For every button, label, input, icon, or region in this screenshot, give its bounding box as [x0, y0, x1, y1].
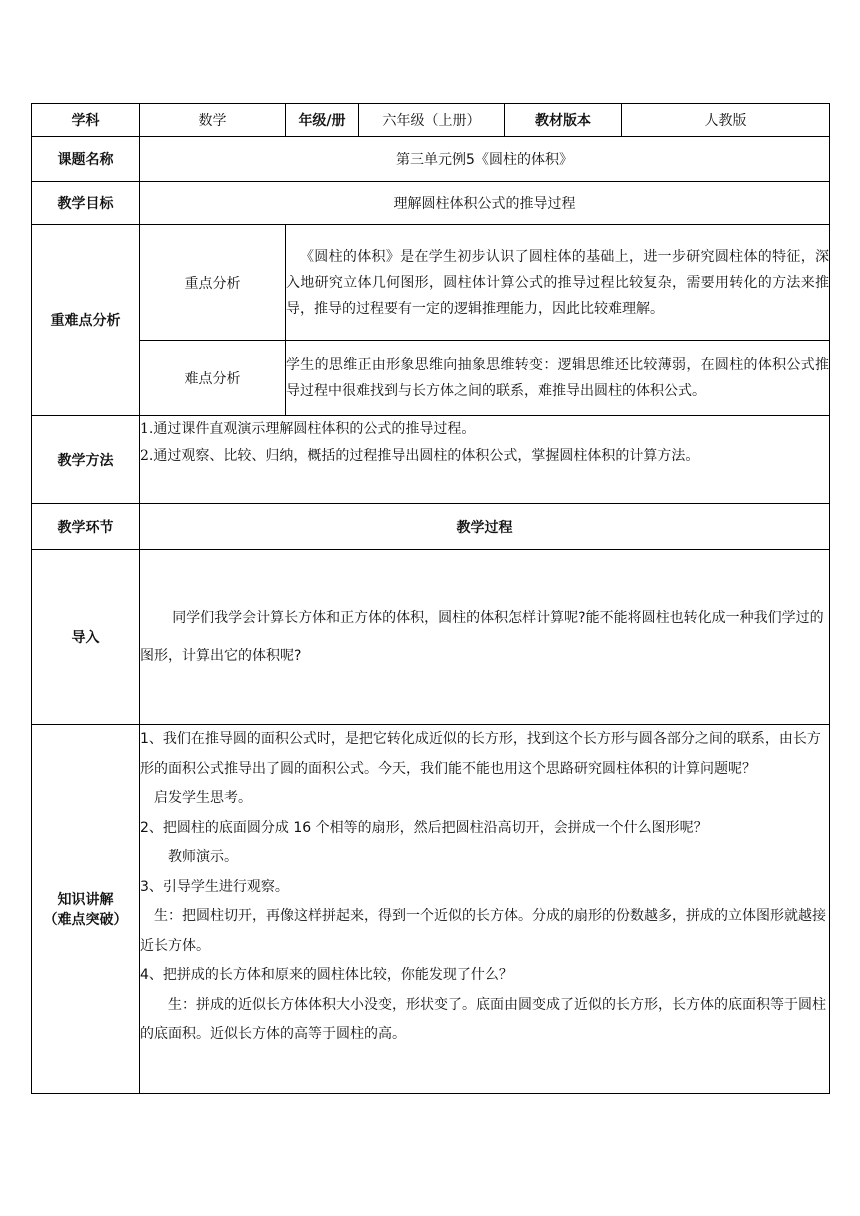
knowledge-paragraph: 生：拼成的近似长方体体积大小没变，形状变了。底面由圆变成了近似的长方形，长方体的底面积等于圆柱的底面积。近似长方体的高等于圆柱的高。	[140, 996, 826, 1042]
knowledge-paragraph: 4、把拼成的长方体和原来的圆柱体比较，你能发现了什么？	[140, 967, 513, 983]
knowledge-paragraph: 1、我们在推导圆的面积公式时，是把它转化成近似的长方形，找到这个长方形与圆各部分之间的联系，由长方形的面积公式推导出了圆的面积公式。今天，我们能不能也用这个思路研究圆柱体积的计算问题呢？	[140, 731, 821, 777]
grade-label: 年级/册	[286, 104, 359, 137]
lesson-title-value: 第三单元例5《圆柱的体积》	[140, 137, 830, 182]
knowledge-paragraph: 生：把圆柱切开，再像这样拼起来，得到一个近似的长方体。分成的扇形的份数越多，拼成的立体图形就越接近长方体。	[140, 908, 826, 954]
lesson-title-label: 课题名称	[32, 137, 140, 182]
grade-value: 六年级（上册）	[359, 104, 505, 137]
intro-text: 同学们我学会计算长方体和正方体的体积，圆柱的体积怎样计算呢?能不能将圆柱也转化成一种我们学过的图形，计算出它的体积呢?	[140, 550, 830, 725]
goal-value: 理解圆柱体积公式的推导过程	[140, 182, 830, 225]
subject-label: 学科	[32, 104, 140, 137]
edition-value: 人教版	[622, 104, 830, 137]
methods-content	[140, 416, 830, 504]
edition-label: 教材版本	[505, 104, 622, 137]
methods-row	[32, 416, 830, 504]
key-point-row	[32, 225, 830, 341]
intro-row	[32, 550, 830, 725]
header-row	[32, 104, 830, 137]
knowledge-content	[140, 725, 830, 1094]
lesson-title-row	[32, 137, 830, 182]
intro-label: 导入	[32, 550, 140, 725]
subject-value: 数学	[140, 104, 286, 137]
hard-point-label: 难点分析	[140, 341, 286, 416]
knowledge-label-line1: 知识讲解	[57, 892, 114, 908]
method-item: 2.通过观察、比较、归纳，概括的过程推导出圆柱的体积公式，掌握圆柱体积的计算方法。	[140, 448, 700, 464]
hard-point-text: 学生的思维正由形象思维向抽象思维转变：逻辑思维还比较薄弱，在圆柱的体积公式推导过程中很难找到与长方体之间的联系，难推导出圆柱的体积公式。	[286, 341, 830, 416]
lesson-plan-table	[31, 103, 830, 1094]
process-header-row	[32, 504, 830, 550]
key-point-label: 重点分析	[140, 225, 286, 341]
knowledge-paragraph: 启发学生思考。	[154, 790, 252, 806]
knowledge-row	[32, 725, 830, 1094]
knowledge-label	[32, 725, 140, 1094]
knowledge-paragraph: 教师演示。	[168, 849, 238, 865]
process-header-label: 教学过程	[140, 504, 830, 550]
knowledge-paragraph: 3、引导学生进行观察。	[140, 878, 289, 895]
methods-label: 教学方法	[32, 416, 140, 504]
goal-label: 教学目标	[32, 182, 140, 225]
method-item: 1.通过课件直观演示理解圆柱体积的公式的推导过程。	[140, 421, 476, 437]
difficulty-label: 重难点分析	[32, 225, 140, 416]
hard-point-row	[32, 341, 830, 416]
stage-header-label: 教学环节	[32, 504, 140, 550]
goal-row	[32, 182, 830, 225]
knowledge-label-line2: （难点突破）	[43, 912, 128, 928]
knowledge-paragraph: 2、把圆柱的底面圆分成 16 个相等的扇形，然后把圆柱沿高切开，会拼成一个什么图形呢？	[140, 819, 708, 836]
key-point-text: 《圆柱的体积》是在学生初步认识了圆柱体的基础上，进一步研究圆柱体的特征，深入地研究立体几何图形，圆柱体计算公式的推导过程比较复杂，需要用转化的方法来推导，推导的过程要有一定的逻辑推理能力，因此比较难理解。	[286, 225, 830, 341]
